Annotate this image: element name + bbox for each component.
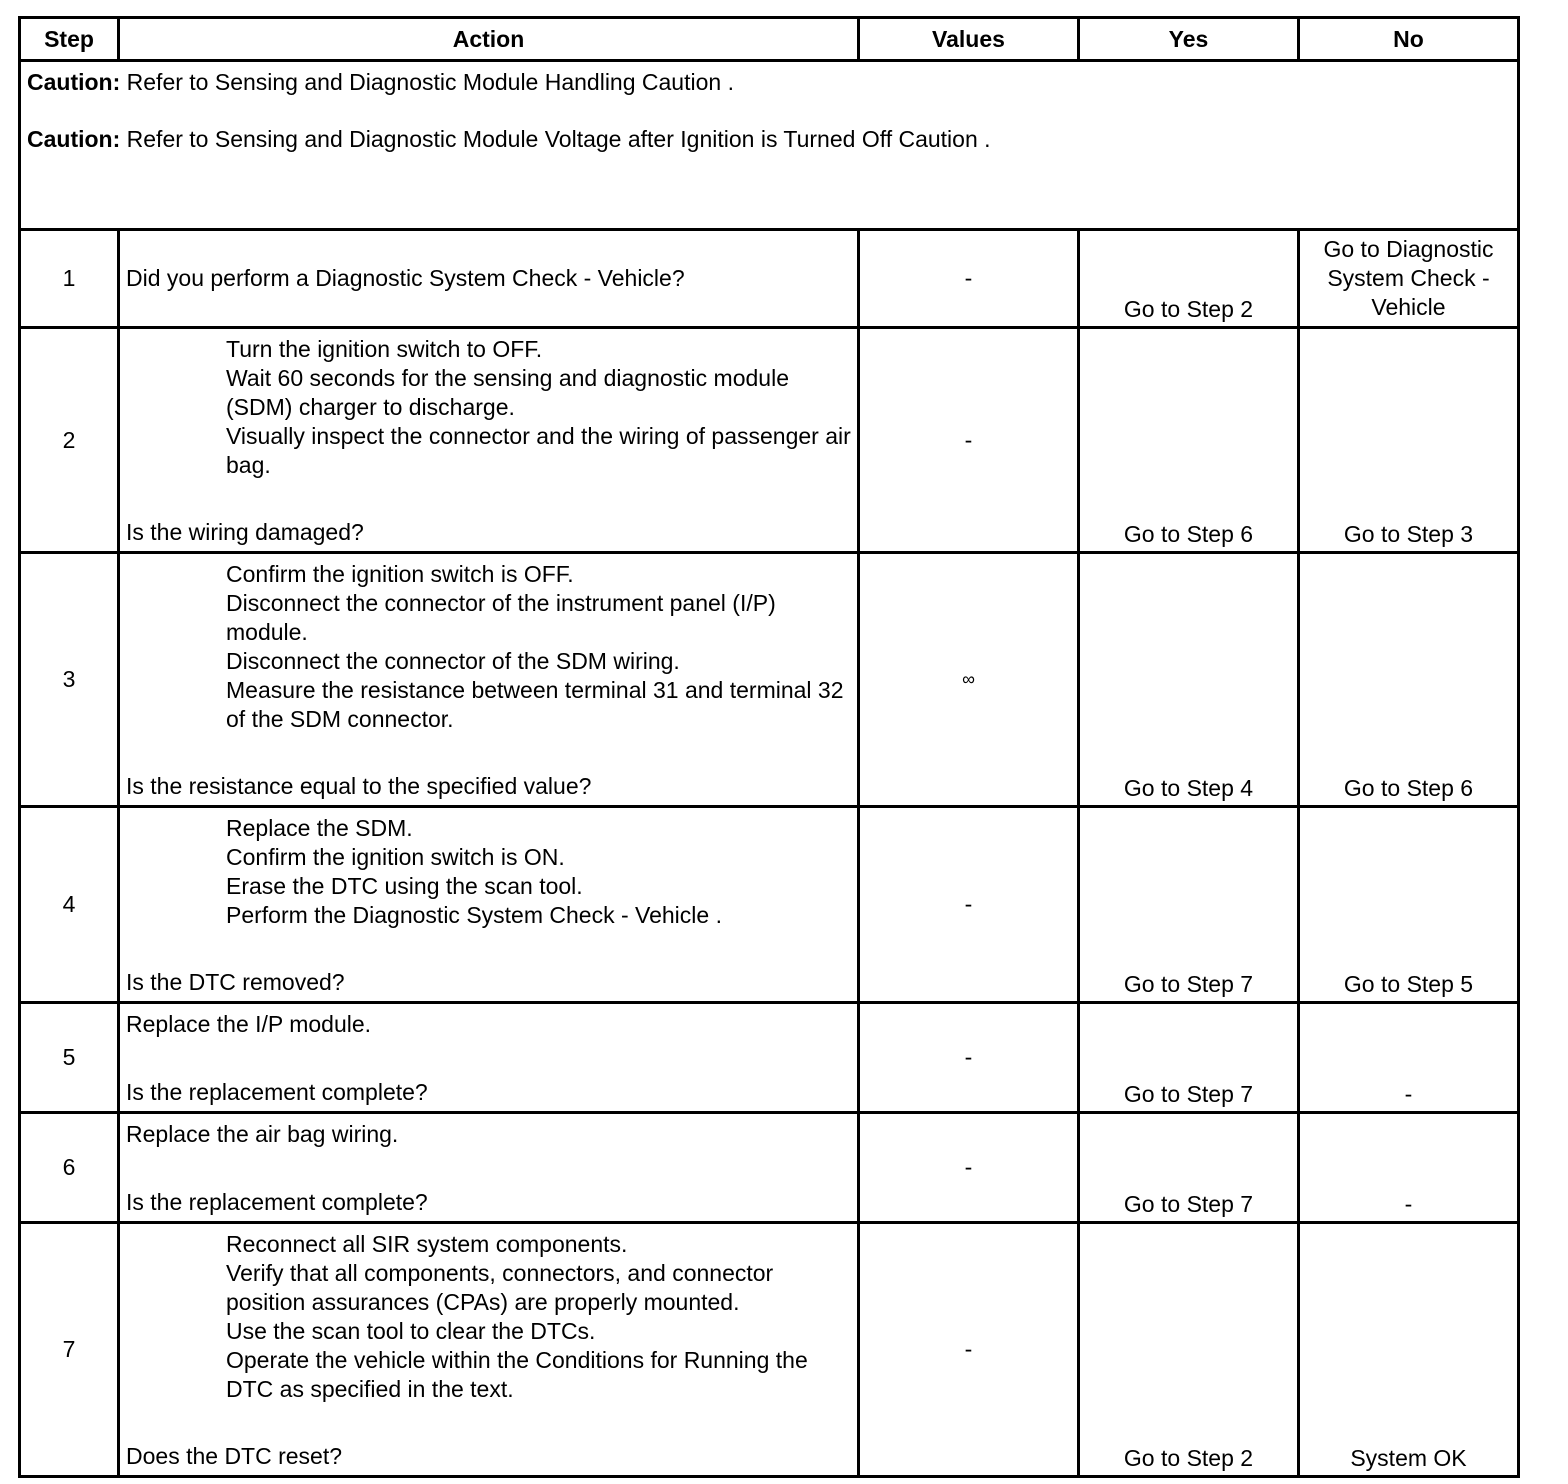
action-line: Erase the DTC using the scan tool. [226, 873, 583, 899]
value-cell: - [859, 1223, 1079, 1477]
value-cell: - [859, 328, 1079, 553]
question-text: Is the DTC removed? [126, 969, 345, 995]
caution-row [20, 61, 1519, 230]
yes-cell: Go to Step 6 [1079, 328, 1299, 553]
no-cell: - [1299, 1113, 1519, 1223]
action-line: Wait 60 seconds for the sensing and diagnostic module (SDM) charger to discharge. [226, 365, 789, 420]
table-row [20, 328, 1519, 553]
question-text: Did you perform a Diagnostic System Check - Vehicle? [126, 265, 685, 291]
caution-text: Refer to Sensing and Diagnostic Module Voltage after Ignition is Turned Off Caution . [120, 126, 991, 152]
diagnostic-table [18, 16, 1520, 1478]
action-steps [126, 560, 851, 734]
action-cell [119, 553, 859, 807]
table-row [20, 553, 1519, 807]
step-number: 6 [20, 1113, 119, 1223]
step-number: 3 [20, 553, 119, 807]
value-cell: ∞ [859, 553, 1079, 807]
caution-label: Caution: [27, 126, 121, 152]
action-line: Use the scan tool to clear the DTCs. [226, 1318, 596, 1344]
yes-cell: Go to Step 7 [1079, 1003, 1299, 1113]
action-line: Perform the Diagnostic System Check - Vehicle . [226, 902, 722, 928]
no-cell: - [1299, 1003, 1519, 1113]
yes-cell: Go to Step 7 [1079, 1113, 1299, 1223]
action-cell [119, 1113, 859, 1223]
step-number: 5 [20, 1003, 119, 1113]
table-row [20, 1113, 1519, 1223]
action-cell [119, 230, 859, 328]
step-number: 4 [20, 807, 119, 1003]
header-row [20, 18, 1519, 61]
action-line: Replace the SDM. [226, 815, 413, 841]
action-line: Confirm the ignition switch is OFF. [226, 561, 574, 587]
action-line: Visually inspect the connector and the wiring of passenger air bag. [226, 423, 851, 478]
action-line: Disconnect the connector of the SDM wiring. [226, 648, 680, 674]
step-number: 2 [20, 328, 119, 553]
yes-cell: Go to Step 2 [1079, 1223, 1299, 1477]
action-line: Replace the air bag wiring. [126, 1121, 399, 1147]
action-steps [126, 814, 851, 930]
question-text: Does the DTC reset? [126, 1443, 343, 1469]
header-yes: Yes [1079, 18, 1299, 61]
table-row [20, 1223, 1519, 1477]
action-line: Replace the I/P module. [126, 1011, 372, 1037]
question-text: Is the wiring damaged? [126, 519, 364, 545]
action-line: Operate the vehicle within the Conditions for Running the DTC as specified in the text. [226, 1347, 808, 1402]
caution-1 [27, 68, 1511, 96]
header-no: No [1299, 18, 1519, 61]
question-text: Is the replacement complete? [126, 1079, 428, 1105]
value-cell: - [859, 230, 1079, 328]
caution-text: Refer to Sensing and Diagnostic Module Handling Caution . [120, 69, 734, 95]
action-line: Reconnect all SIR system components. [226, 1231, 628, 1257]
action-line: Measure the resistance between terminal 31 and terminal 32 of the SDM connector. [226, 677, 844, 732]
action-line: Verify that all components, connectors, and connector position assurances (CPAs) are properly mounted. [226, 1260, 774, 1315]
value-cell: - [859, 1113, 1079, 1223]
value-cell: - [859, 1003, 1079, 1113]
no-cell: Go to Step 5 [1299, 807, 1519, 1003]
no-cell: Go to Diagnostic System Check - Vehicle [1299, 230, 1519, 328]
action-steps [126, 1230, 851, 1404]
caution-cell [20, 61, 1519, 230]
yes-cell: Go to Step 4 [1079, 553, 1299, 807]
header-action: Action [119, 18, 859, 61]
header-values: Values [859, 18, 1079, 61]
action-line: Disconnect the connector of the instrument panel (I/P) module. [226, 590, 776, 645]
no-cell: System OK [1299, 1223, 1519, 1477]
action-line: Turn the ignition switch to OFF. [226, 336, 543, 362]
caution-label: Caution: [27, 69, 121, 95]
action-cell [119, 1003, 859, 1113]
question-text: Is the resistance equal to the specified value? [126, 773, 592, 799]
no-cell: Go to Step 6 [1299, 553, 1519, 807]
table-row [20, 230, 1519, 328]
no-cell: Go to Step 3 [1299, 328, 1519, 553]
diagnostic-page [18, 16, 1520, 1478]
action-steps [126, 335, 851, 480]
action-cell [119, 328, 859, 553]
step-number: 1 [20, 230, 119, 328]
caution-2 [27, 125, 1511, 153]
value-cell: - [859, 807, 1079, 1003]
question-text: Is the replacement complete? [126, 1189, 428, 1215]
action-cell [119, 1223, 859, 1477]
step-number: 7 [20, 1223, 119, 1477]
action-cell [119, 807, 859, 1003]
yes-cell: Go to Step 2 [1079, 230, 1299, 328]
action-line: Confirm the ignition switch is ON. [226, 844, 565, 870]
header-step: Step [20, 18, 119, 61]
table-row [20, 807, 1519, 1003]
table-row [20, 1003, 1519, 1113]
yes-cell: Go to Step 7 [1079, 807, 1299, 1003]
